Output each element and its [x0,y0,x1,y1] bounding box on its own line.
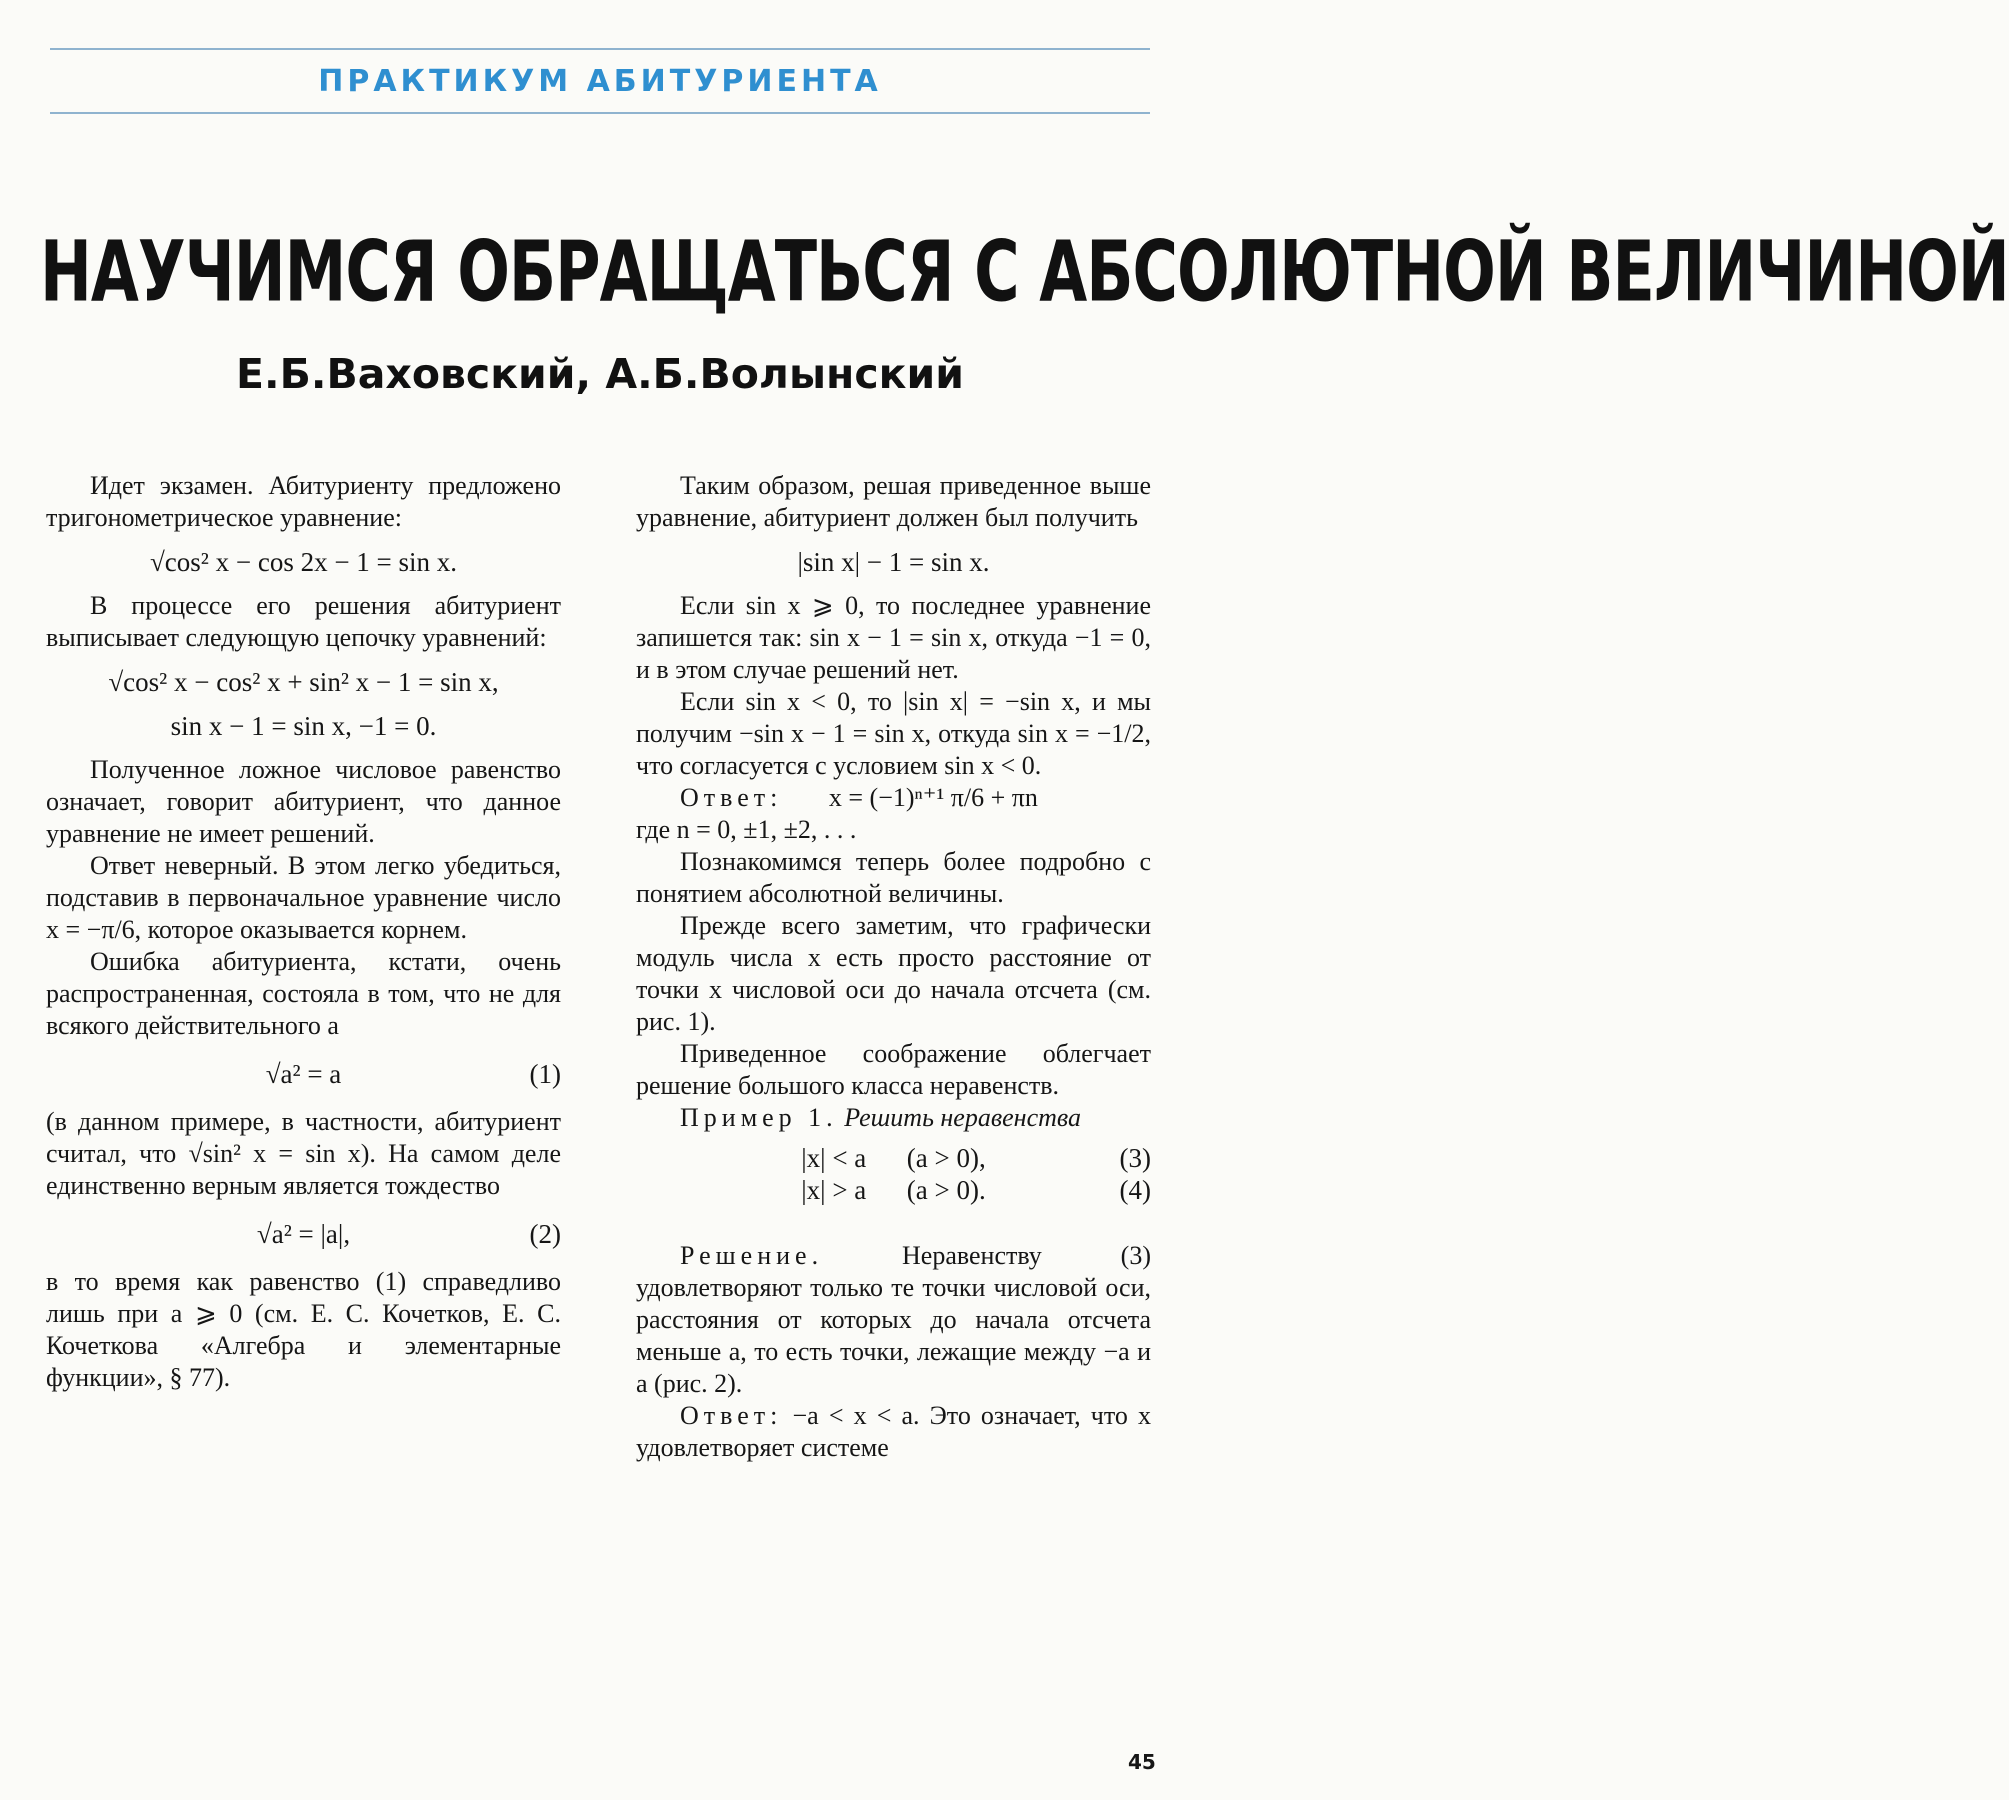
equation-number: (1) [529,1059,561,1089]
example-label: Пример 1. [680,1103,838,1132]
paragraph: в то время как равенство (1) справедливо лишь при a ⩾ 0 (см. Е. С. Кочетков, Е. С. Кочеткова «Алгебра и элементарные функции», § 77). [46,1267,561,1392]
solution-text: Неравенству (3) удовлетворяют только те точки числовой оси, расстояния от которых до начала отсчета меньше a, то есть точки, лежащие между −a и a (рис. 2). [636,1241,1152,1398]
paragraph: Идет экзамен. Абитуриенту предложено тригонометрическое уравнение: [46,471,561,532]
solution-label: Решение. [680,1241,824,1270]
equation-number: (3) [1119,1143,1151,1173]
paragraph: Полученное ложное числовое равенство означает, говорит абитуриент, что данное уравнение не имеет решений. [46,755,561,848]
paragraph: Ошибка абитуриента, кстати, очень распространенная, состояла в том, что не для всякого действительного a [46,947,561,1040]
paragraph: Приведенное соображение облегчает решение большого класса неравенств. [636,1039,1151,1100]
equation-body: √a² = a [265,1059,342,1089]
article-title: НАУЧИМСЯ ОБРАЩАТЬСЯ С АБСОЛЮТНОЙ ВЕЛИЧИНОЙ [40,222,2009,321]
paragraph: В процессе его решения абитуриент выписывает следующую цепочку уравнений: [46,591,561,652]
formula: √cos² x − cos² x + sin² x − 1 = sin x, [108,667,499,697]
paragraph: Познакомимся теперь более подробно с понятием абсолютной величины. [636,847,1151,908]
paragraph: Если sin x < 0, то |sin x| = −sin x, и мы получим −sin x − 1 = sin x, откуда sin x = −1/2, что согласуется с условием sin x < 0. [636,687,1151,780]
answer-line [636,782,1151,814]
answer-label: Ответ: [680,783,783,812]
page-number: 45 [1128,1750,1156,1774]
answer2-text: −a < x < a. Это означает, что x удовлетворяет системе [636,1401,1152,1462]
article-authors: Е.Б.Ваховский, А.Б.Волынский [236,350,964,398]
answer2-paragraph [636,1400,1151,1464]
equation-body: |x| < a (a > 0), [801,1143,986,1173]
section-heading: ПРАКТИКУМ АБИТУРИЕНТА [318,64,882,99]
solution-paragraph [636,1240,1151,1400]
equation-body: √a² = |a|, [256,1219,351,1249]
example-text: Решить неравенства [844,1103,1081,1132]
paragraph: (в данном примере, в частности, абитуриент считал, что √sin² x = sin x). На самом деле единственно верным является тождество [46,1107,561,1200]
paragraph: Прежде всего заметим, что графически модуль числа x есть просто расстояние от точки x числовой оси до начала отсчета (см. рис. 1). [636,911,1151,1036]
formula: √cos² x − cos 2x − 1 = sin x. [149,547,458,577]
example-line [636,1102,1151,1134]
section-rule [50,112,1150,114]
paragraph: Если sin x ⩾ 0, то последнее уравнение запишется так: sin x − 1 = sin x, откуда −1 = 0, и в этом случае решений нет. [636,591,1151,684]
left-column [46,470,561,1394]
formula: sin x − 1 = sin x, −1 = 0. [170,711,437,741]
answer-formula: x = (−1)ⁿ⁺¹ π/6 + πn [828,783,1038,812]
equation-number: (2) [529,1219,561,1249]
answer-tail: где n = 0, ±1, ±2, . . . [636,815,857,844]
equation-body: |x| > a (a > 0). [801,1175,986,1205]
answer2-label: Ответ: [680,1401,783,1430]
equation-2 [46,1218,561,1250]
paragraph: Таким образом, решая приведенное выше уравнение, абитуриент должен был получить [636,471,1151,532]
equation-3 [636,1142,1151,1174]
formula: |sin x| − 1 = sin x. [797,547,990,577]
top-rule [50,48,1150,50]
right-column [636,470,1151,1464]
equation-1 [46,1058,561,1090]
equation-4 [636,1174,1151,1206]
paragraph: Ответ неверный. В этом легко убедиться, подставив в первоначальное уравнение число x = −π/6, которое оказывается корнем. [46,851,561,944]
equation-number: (4) [1119,1175,1151,1205]
